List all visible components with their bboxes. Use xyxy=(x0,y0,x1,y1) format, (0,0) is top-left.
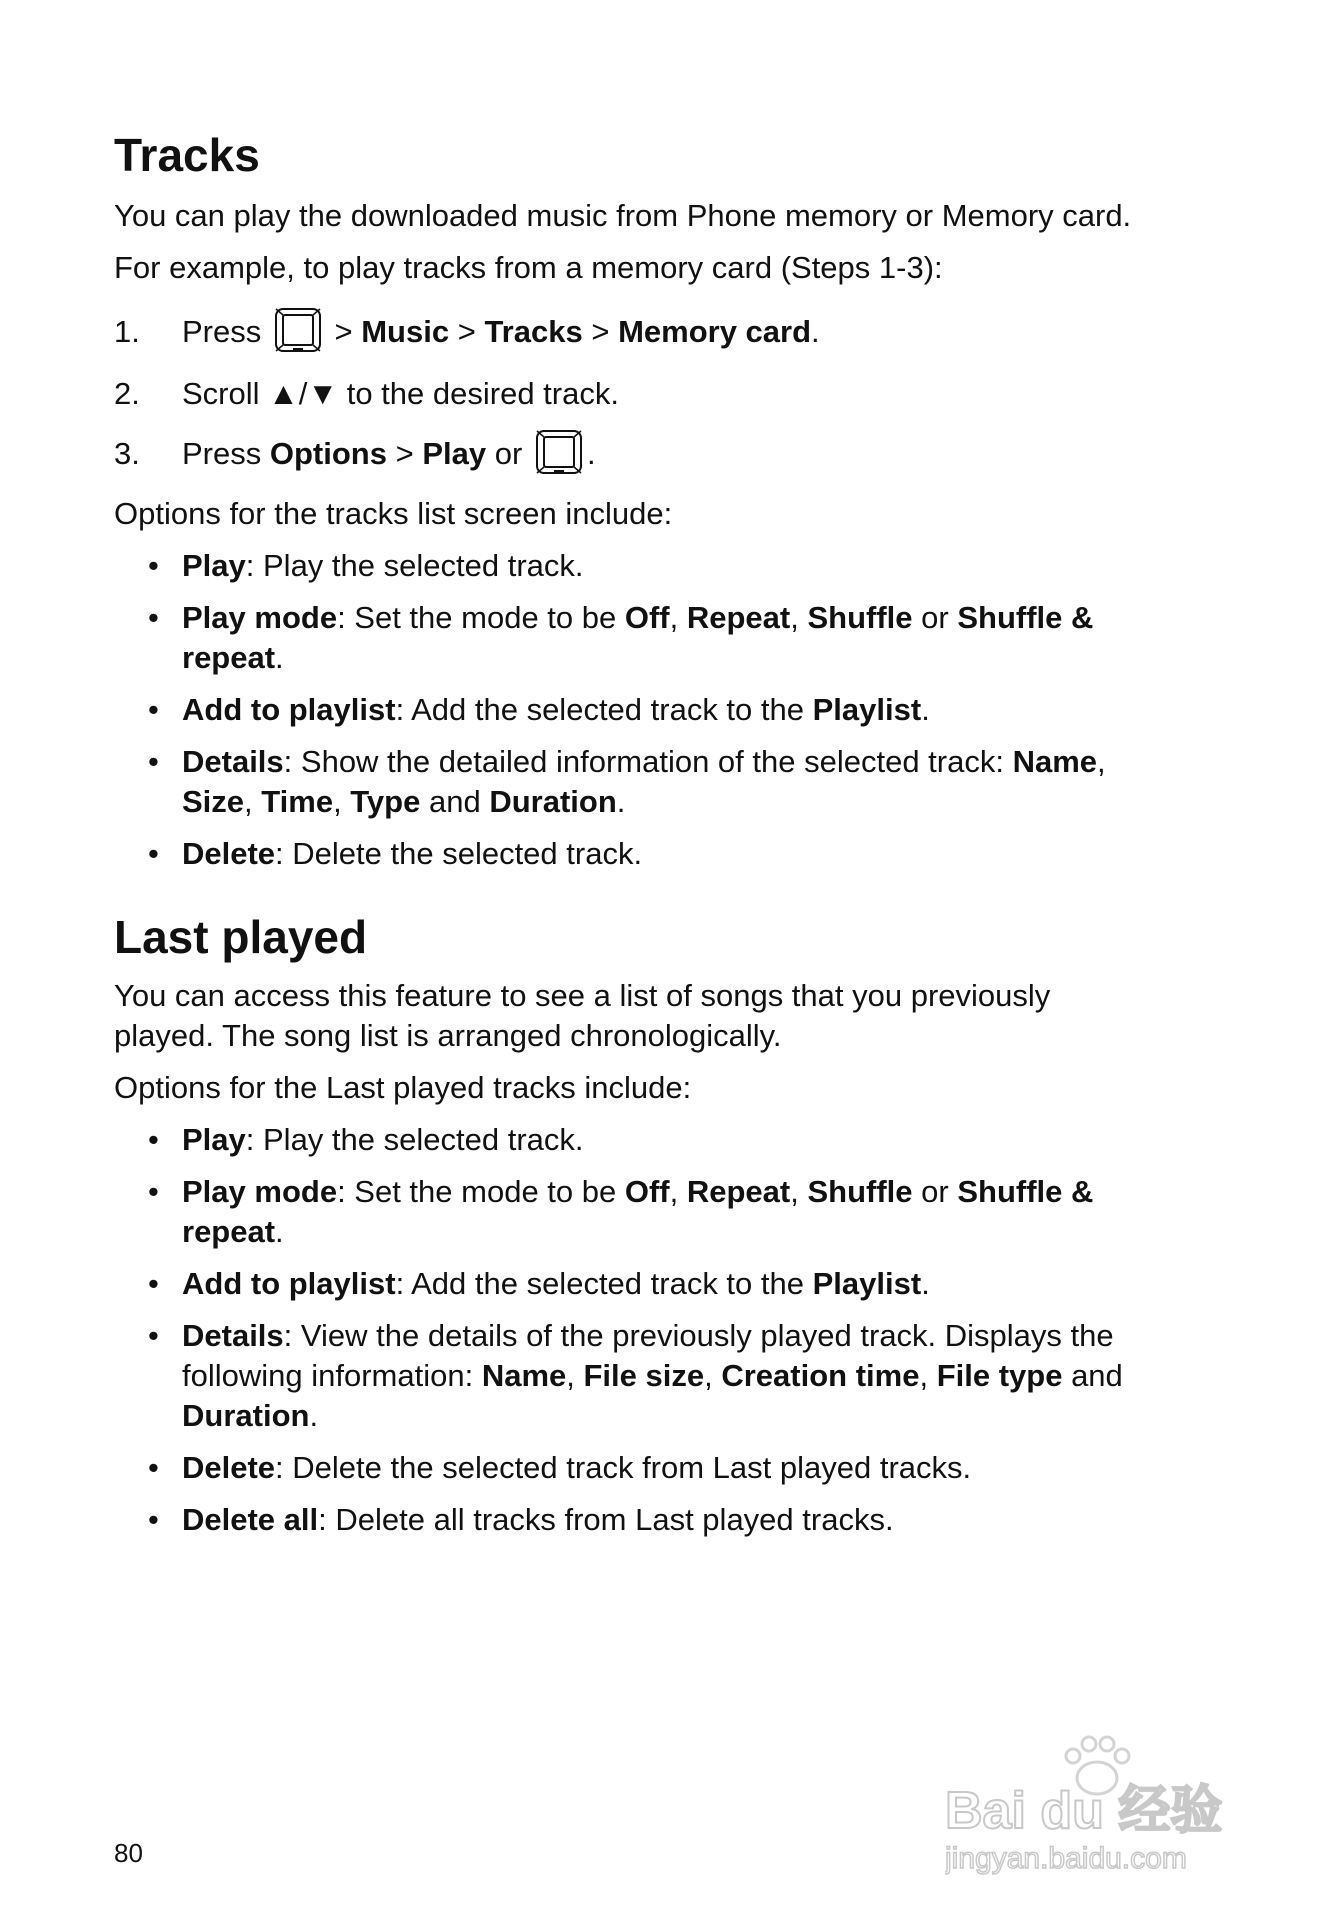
last-played-option-delete-all: Delete all: Delete all tracks from Last played tracks. xyxy=(182,1502,894,1537)
step-2: Scroll ▲/▼ to the desired track. xyxy=(182,376,619,411)
last-played-intro-2: played. The song list is arranged chronologically. xyxy=(114,1018,782,1053)
bullet-icon: • xyxy=(148,1450,159,1485)
bullet-icon: • xyxy=(148,1318,159,1353)
bullet-icon: • xyxy=(148,692,159,727)
bullet-icon: • xyxy=(148,1266,159,1301)
tracks-heading: Tracks xyxy=(114,129,260,181)
step-3-number: 3. xyxy=(114,436,140,471)
page-number: 80 xyxy=(114,1838,143,1868)
tracks-option-add-to-playlist: Add to playlist: Add the selected track to the Playlist. xyxy=(182,692,930,727)
tracks-option-play: Play: Play the selected track. xyxy=(182,548,584,583)
step-2-number: 2. xyxy=(114,376,140,411)
watermark-url: jingyan.baidu.com xyxy=(945,1842,1187,1875)
tracks-intro-1: You can play the downloaded music from Phone memory or Memory card. xyxy=(114,198,1132,233)
last-played-option-add-to-playlist: Add to playlist: Add the selected track to the Playlist. xyxy=(182,1266,930,1301)
bullet-icon: • xyxy=(148,1122,159,1157)
last-played-option-details: Details: View the details of the previously played track. Displays the following information: Name, File size, Creation time, File type and Duration. xyxy=(182,1318,1123,1433)
menu-key-icon xyxy=(274,307,322,353)
step-3: Press Options > Play or . xyxy=(182,434,596,475)
last-played-options-intro: Options for the Last played tracks include: xyxy=(114,1070,692,1105)
last-played-heading: Last played xyxy=(114,911,368,963)
last-played-option-play: Play: Play the selected track. xyxy=(182,1122,584,1157)
last-played-option-play-mode: Play mode: Set the mode to be Off, Repeat, Shuffle or Shuffle & repeat. xyxy=(182,1174,1094,1249)
bullet-icon: • xyxy=(148,600,159,635)
last-played-intro-1: You can access this feature to see a list of songs that you previously xyxy=(114,978,1051,1013)
bullet-icon: • xyxy=(148,548,159,583)
tracks-option-details: Details: Show the detailed information of the selected track: Name, Size, Time, Type and Duration. xyxy=(182,744,1106,819)
watermark-brand: Bai du 经验 xyxy=(945,1782,1223,1840)
last-played-option-delete: Delete: Delete the selected track from Last played tracks. xyxy=(182,1450,972,1485)
menu-key-icon xyxy=(535,429,583,475)
tracks-option-delete: Delete: Delete the selected track. xyxy=(182,836,643,871)
baidu-jingyan-watermark xyxy=(945,1730,1265,1880)
tracks-option-play-mode: Play mode: Set the mode to be Off, Repeat, Shuffle or Shuffle & repeat. xyxy=(182,600,1094,675)
bullet-icon: • xyxy=(148,1174,159,1209)
bullet-icon: • xyxy=(148,1502,159,1537)
tracks-intro-2: For example, to play tracks from a memory card (Steps 1-3): xyxy=(114,250,943,285)
tracks-options-intro: Options for the tracks list screen include: xyxy=(114,496,673,531)
bullet-icon: • xyxy=(148,744,159,779)
bullet-icon: • xyxy=(148,836,159,871)
step-1: Press > Music > Tracks > Memory card. xyxy=(182,312,820,353)
step-1-number: 1. xyxy=(114,314,140,349)
